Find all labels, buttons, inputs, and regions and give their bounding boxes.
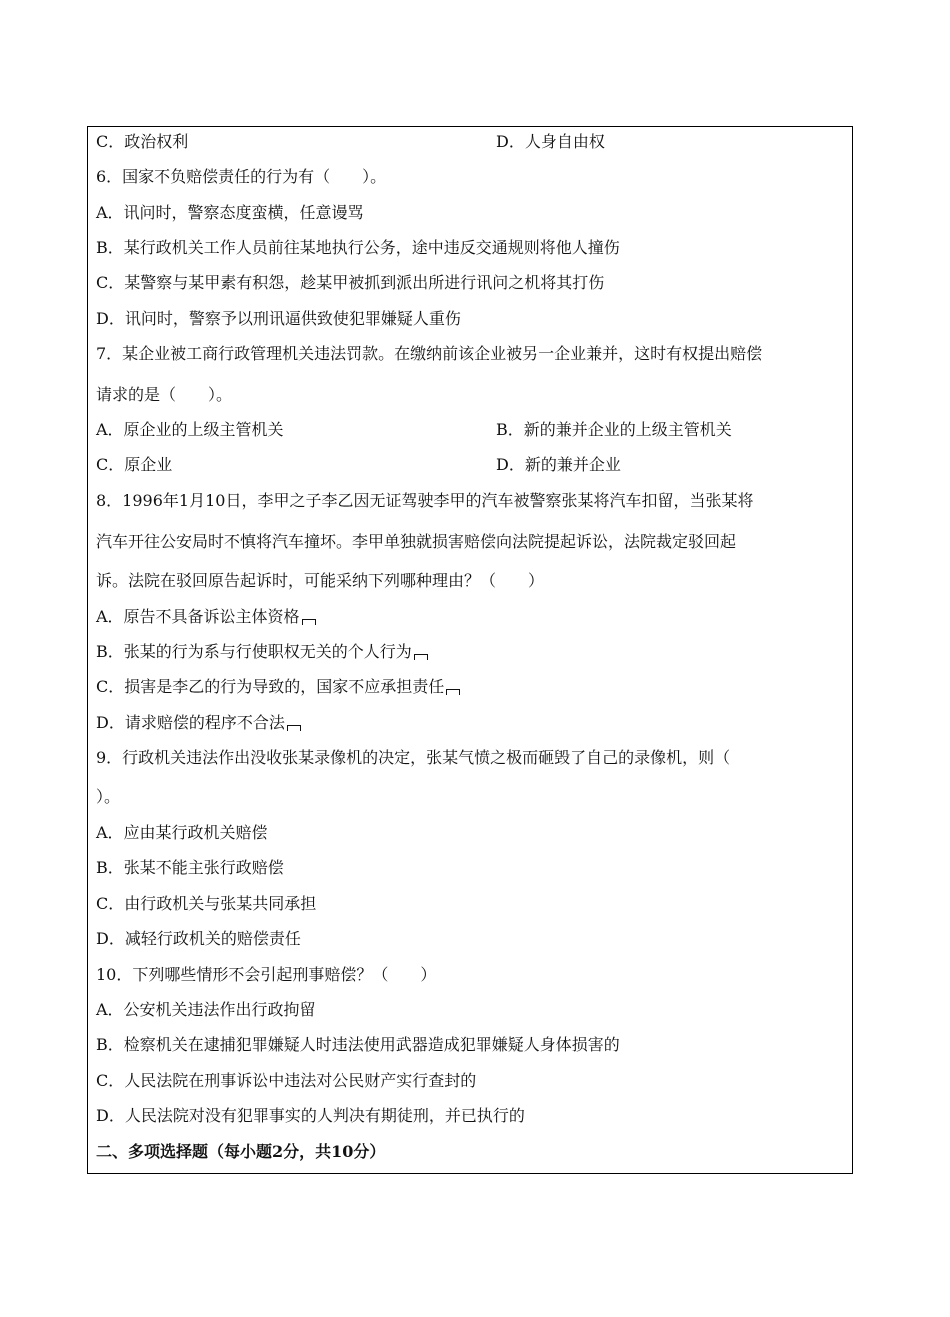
q9-option-d: D．减轻行政机关的赔偿责任 xyxy=(96,929,301,948)
q7-stem-line1: 7．某企业被工商行政管理机关违法罚款。在缴纳前该企业被另一企业兼并，这时有权提出赔偿 xyxy=(96,344,763,363)
q7-option-c: C．原企业 xyxy=(96,455,173,474)
q8-option-d: D．请求赔偿的程序不合法 xyxy=(96,713,285,732)
q9-stem-line2: ）。 xyxy=(96,787,121,806)
q8-option-a: A．原告不具备诉讼主体资格 xyxy=(96,607,300,626)
q6-option-d: D．讯问时，警察予以刑讯逼供致使犯罪嫌疑人重伤 xyxy=(96,309,461,328)
q10-option-d: D．人民法院对没有犯罪事实的人判决有期徒刑，并已执行的 xyxy=(96,1106,525,1125)
return-mark-icon xyxy=(414,654,428,660)
q10-option-a: A．公安机关违法作出行政拘留 xyxy=(96,1000,316,1019)
q7-option-b: B．新的兼并企业的上级主管机关 xyxy=(496,420,732,439)
q8-option-c: C．损害是李乙的行为导致的，国家不应承担责任 xyxy=(96,677,445,696)
q8-option-c-row xyxy=(96,677,842,697)
return-mark-icon xyxy=(302,619,316,625)
q8-option-b: B．张某的行为系与行使职权无关的个人行为 xyxy=(96,642,412,661)
q5-option-d: D．人身自由权 xyxy=(496,132,605,151)
q8-stem-line1: 8．1996年1月10日，李甲之子李乙因无证驾驶李甲的汽车被警察张某将汽车扣留，当张某将 xyxy=(96,491,754,510)
return-mark-icon xyxy=(446,689,460,695)
q5-option-c: C．政治权利 xyxy=(96,132,189,151)
q9-option-c: C．由行政机关与张某共同承担 xyxy=(96,894,317,913)
q6-stem: 6．国家不负赔偿责任的行为有（ ）。 xyxy=(96,167,387,186)
q8-option-a-row xyxy=(96,607,842,627)
q9-option-a: A．应由某行政机关赔偿 xyxy=(96,823,268,842)
q8-option-d-row xyxy=(96,713,842,733)
q8-option-b-row xyxy=(96,642,842,662)
section-heading-multiple-choice: 二、多项选择题（每小题2分，共10分） xyxy=(96,1142,386,1161)
q8-stem-line2: 汽车开往公安局时不慎将汽车撞坏。李甲单独就损害赔偿向法院提起诉讼，法院裁定驳回起 xyxy=(96,532,737,551)
q7-option-d: D．新的兼并企业 xyxy=(496,455,621,474)
q7-options-cd xyxy=(96,455,842,475)
q6-option-c: C．某警察与某甲素有积怨，趁某甲被抓到派出所进行讯问之机将其打伤 xyxy=(96,273,605,292)
q9-stem-line1: 9．行政机关违法作出没收张某录像机的决定，张某气愤之极而砸毁了自己的录像机，则（ xyxy=(96,748,731,767)
q10-option-c: C．人民法院在刑事诉讼中违法对公民财产实行查封的 xyxy=(96,1071,477,1090)
q9-option-b: B．张某不能主张行政赔偿 xyxy=(96,858,284,877)
q10-option-b: B．检察机关在逮捕犯罪嫌疑人时违法使用武器造成犯罪嫌疑人身体损害的 xyxy=(96,1035,620,1054)
q7-options-ab xyxy=(96,420,842,440)
q7-stem-line2: 请求的是（ ）。 xyxy=(96,385,233,404)
q8-stem-line3: 诉。法院在驳回原告起诉时，可能采纳下列哪种理由？（ ） xyxy=(96,571,545,590)
q7-option-a: A．原企业的上级主管机关 xyxy=(96,420,284,439)
return-mark-icon xyxy=(287,725,301,731)
q5-options-cd xyxy=(96,132,842,152)
q6-option-b: B．某行政机关工作人员前往某地执行公务，途中违反交通规则将他人撞伤 xyxy=(96,238,620,257)
q6-option-a: A．讯问时，警察态度蛮横，任意谩骂 xyxy=(96,203,364,222)
q10-stem: 10．下列哪些情形不会引起刑事赔偿？（ ） xyxy=(96,965,437,984)
